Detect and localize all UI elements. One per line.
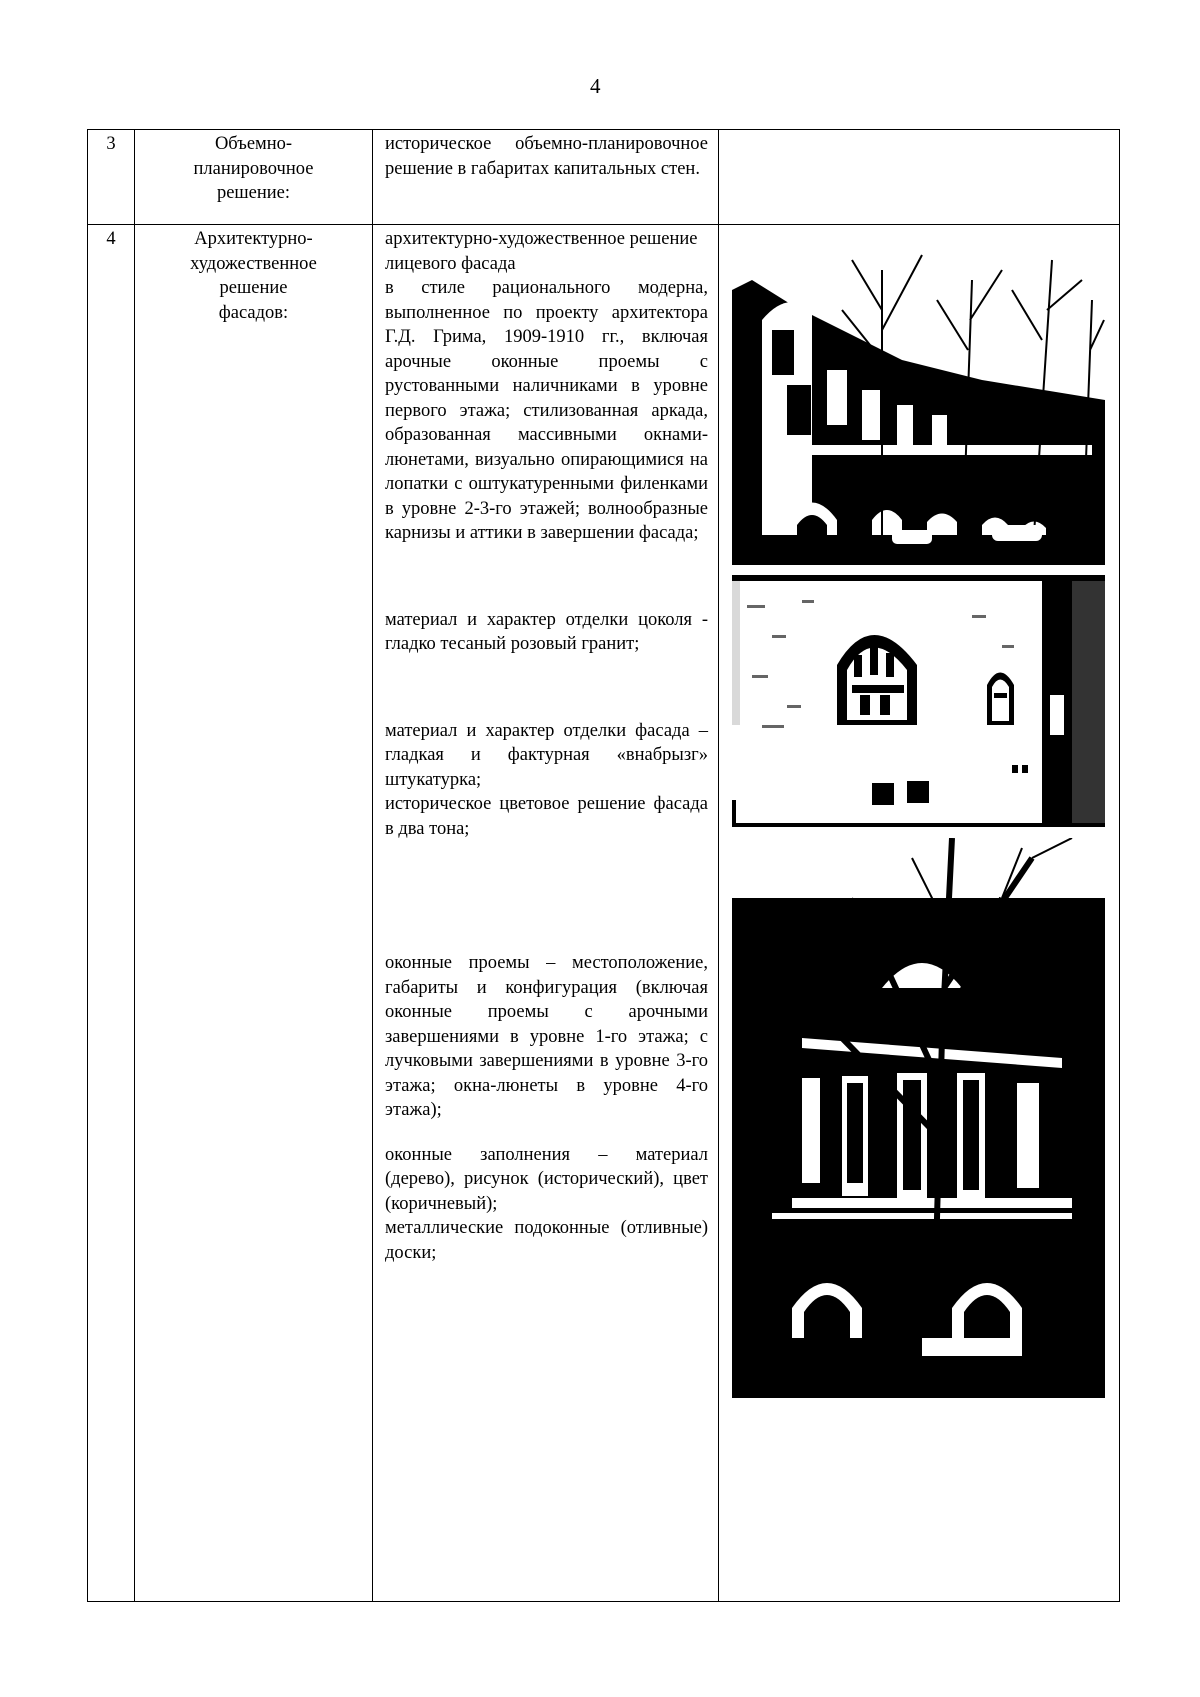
- row-description: [373, 225, 719, 1602]
- windows-text: оконные проемы – местоположение, габариты и конфигурация (включая оконные проемы с арочными завершениями в уровне 1-го этажа; с лучковыми завершениями в уровне 3-го этажа; окна-люнеты в уровне 4-го этажа);: [385, 953, 708, 1120]
- row-description: [373, 130, 719, 225]
- facade-heading: архитектурно-художественное решение лицевого фасада: [385, 229, 698, 274]
- row-label: [135, 130, 373, 225]
- row-label: [135, 225, 373, 1602]
- heritage-table: [87, 129, 1120, 1602]
- style-text: в стиле рационального модерна, выполненное по проекту архитектора Г.Д. Грима, 1909-1910 гг., включая арочные оконные проемы с рустованными наличниками в уровне первого этажа; стилизованная аркада, образованная массивными окнами-люнетами, визуально опирающимися на лопатки с оштукатуренными филенками в уровне 2-3-го этажей; волнообразные карнизы и аттики в завершении фасада;: [385, 278, 708, 543]
- row-empty-cell: [719, 130, 1120, 225]
- row-number: 4: [88, 225, 135, 1602]
- photos-cell: [719, 225, 1120, 1602]
- label-line: планировочное: [193, 158, 314, 179]
- label-line: Объемно-: [214, 134, 293, 154]
- facade-photo-1: [732, 250, 1105, 565]
- window-fill-text: оконные заполнения – материал (дерево), рисунок (исторический), цвет (коричневый);: [385, 1144, 708, 1214]
- color-text: историческое цветовое решение фасада в два тона;: [385, 794, 708, 839]
- sill-text: металлические подоконные (отливные) доски;: [385, 1218, 708, 1263]
- page-number: 4: [590, 74, 601, 98]
- plinth-text: материал и характер отделки цоколя - гладко тесаный розовый гранит;: [385, 609, 708, 654]
- label-line: Архитектурно-: [194, 229, 313, 249]
- volume-text: историческое объемно-планировочное решение в габаритах капитальных стен.: [385, 134, 708, 179]
- facade-photo-3: [732, 838, 1105, 1398]
- label-line: решение: [219, 278, 288, 298]
- table-row: [88, 130, 1120, 225]
- facade-finish-text: материал и характер отделки фасада – гладкая и фактурная «внабрызг» штукатурка;: [385, 720, 708, 790]
- label-line: фасадов:: [218, 302, 289, 323]
- row-number: 3: [88, 130, 135, 225]
- label-line: решение:: [216, 183, 291, 203]
- label-line: художественное: [190, 253, 317, 274]
- facade-photo-2: [732, 575, 1105, 827]
- table-row: [88, 225, 1120, 1602]
